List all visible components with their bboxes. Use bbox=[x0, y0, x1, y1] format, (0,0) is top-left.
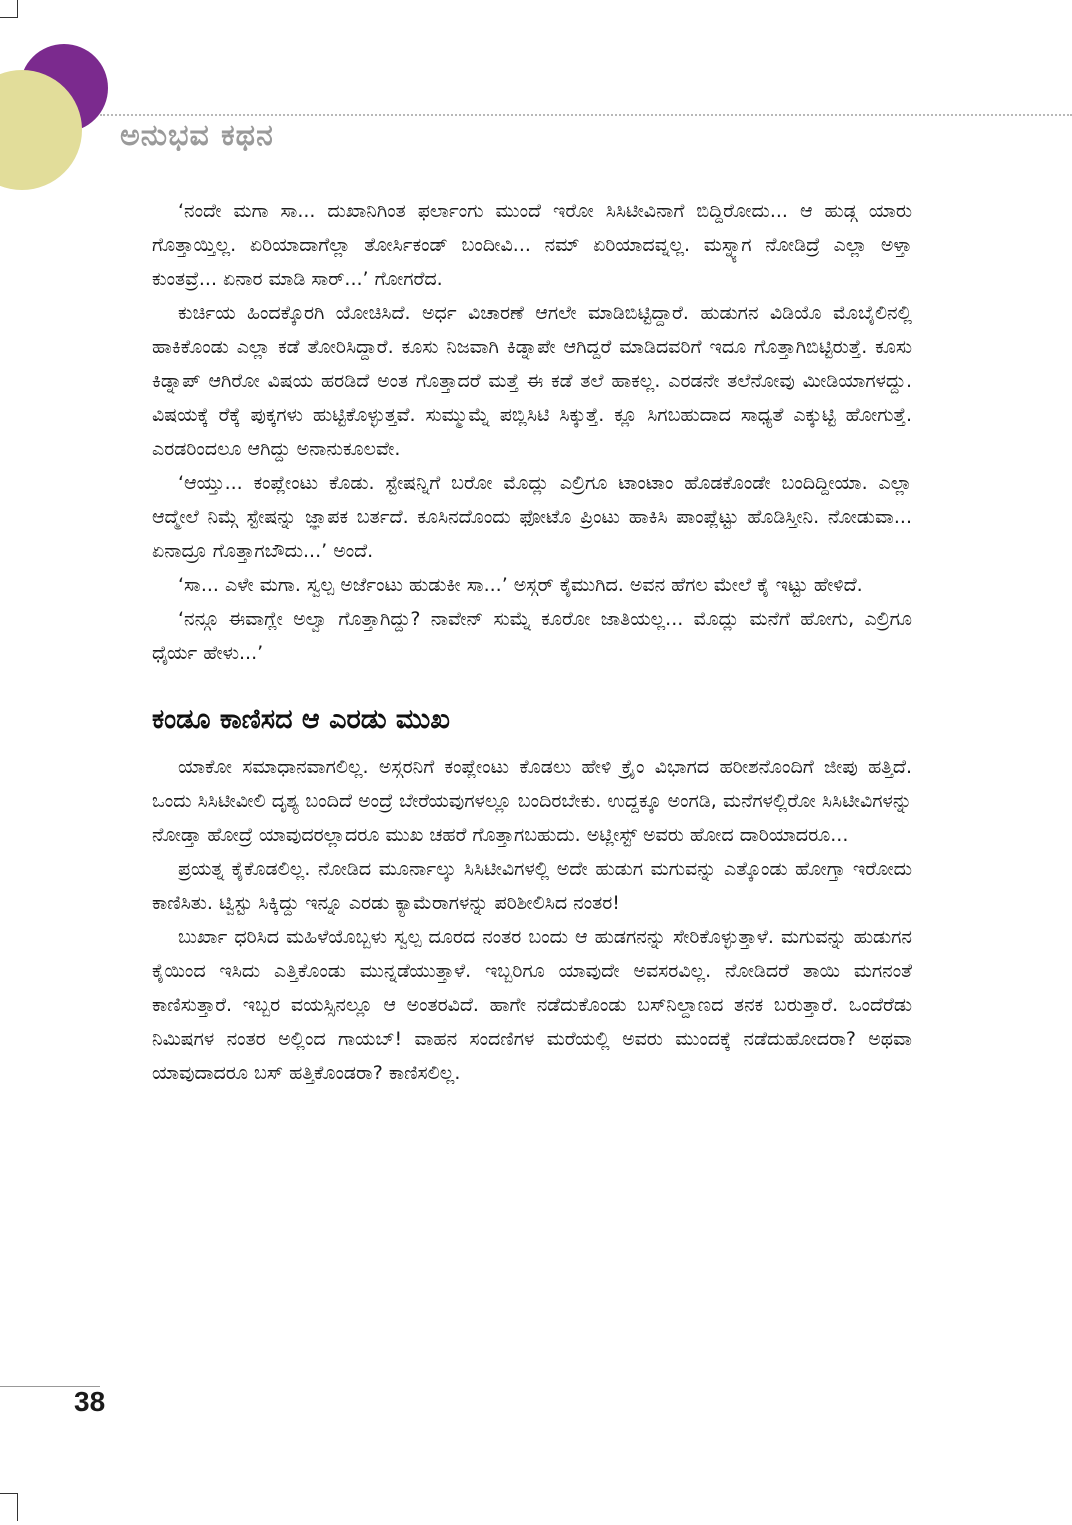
body-paragraph: ಪ್ರಯತ್ನ ಕೈಕೊಡಲಿಲ್ಲ. ನೋಡಿದ ಮೂರ್ನಾಲ್ಕು ಸಿಸಿಟೀವಿಗಳಲ್ಲಿ ಅದೇ ಹುಡುಗ ಮಗುವನ್ನು ಎತ್ಕೊಂಡು ಹೋಗ್ತಾ ಇರೋದು ಕಾಣಿಸಿತು. ಟ್ವಿಸ್ಟು ಸಿಕ್ಕಿದ್ದು ಇನ್ನೂ ಎರಡು ಕ್ಯಾಮೆರಾಗಳನ್ನು ಪರಿಶೀಲಿಸಿದ ನಂತರ! bbox=[152, 858, 912, 914]
crop-mark-bottom bbox=[0, 1493, 18, 1521]
header-dotted-rule bbox=[100, 114, 1072, 116]
body-paragraph: ‘ಆಯ್ತು... ಕಂಪ್ಲೇಂಟು ಕೊಡು. ಸ್ಟೇಷನ್ನಿಗೆ ಬರೋ ಮೊದ್ಲು ಎಲ್ರಿಗೂ ಟಾಂಟಾಂ ಹೊಡಕೊಂಡೇ ಬಂದಿದ್ದೀಯಾ. ಎಲ್ಲಾ ಆದ್ಮೇಲೆ ನಿಮ್ಗೆ ಸ್ಟೇಷನ್ನು ಜ್ಞಾಪಕ ಬರ್ತದೆ. ಕೂಸಿನದೊಂದು ಫೋಟೊ ಪ್ರಿಂಟು ಹಾಕಿಸಿ ಪಾಂಪ್ಲೆಟ್ಟು ಹೊಡಿಸ್ತೀನಿ. ನೋಡುವಾ... ಏನಾದ್ರೂ ಗೊತ್ತಾಗಬೌದು...’ ಅಂದೆ. bbox=[152, 472, 912, 562]
article-body bbox=[152, 194, 912, 1090]
body-paragraph: ‘ನಂದೇ ಮಗಾ ಸಾ... ದುಖಾನಿಗಿಂತ ಫರ್ಲಾಂಗು ಮುಂದೆ ಇರೋ ಸಿಸಿಟೀವಿನಾಗೆ ಬಿದ್ದಿರೋದು... ಆ ಹುಡ್ಗ ಯಾರು ಗೊತ್ತಾಯ್ತಿಲ್ಲ. ಏರಿಯಾದಾಗೆಲ್ಲಾ ತೋರ್ಸಿಕಂಡ್ ಬಂದೀವಿ... ನಮ್ ಏರಿಯಾದವ್ನಲ್ಲ. ಮಸ್ನ್ಯಾಗ ನೋಡಿದ್ರೆ ಎಲ್ಲಾ ಅಳ್ತಾ ಕುಂತವ್ರೆ... ಏನಾರ ಮಾಡಿ ಸಾರ್...’ ಗೋಗರೆದ. bbox=[152, 200, 912, 290]
body-paragraph: ಕುರ್ಚಿಯ ಹಿಂದಕ್ಕೊರಗಿ ಯೋಚಿಸಿದೆ. ಅರ್ಧ ವಿಚಾರಣೆ ಆಗಲೇ ಮಾಡಿಬಿಟ್ಟಿದ್ದಾರೆ. ಹುಡುಗನ ವಿಡಿಯೊ ಮೊಬೈಲಿನಲ್ಲಿ ಹಾಕಿಕೊಂಡು ಎಲ್ಲಾ ಕಡೆ ತೋರಿಸಿದ್ದಾರೆ. ಕೂಸು ನಿಜವಾಗಿ ಕಿಡ್ನಾಪೇ ಆಗಿದ್ದರೆ ಮಾಡಿದವರಿಗೆ ಇದೂ ಗೊತ್ತಾಗಿಬಿಟ್ಟಿರುತ್ತೆ. ಕೂಸು ಕಿಡ್ನಾಪ್ ಆಗಿರೋ ವಿಷಯ ಹರಡಿದೆ ಅಂತ ಗೊತ್ತಾದರೆ ಮತ್ತೆ ಈ ಕಡೆ ತಲೆ ಹಾಕಲ್ಲ. ಎರಡನೇ ತಲೆನೋವು ಮೀಡಿಯಾಗಳದ್ದು. ವಿಷಯಕ್ಕೆ ರೆಕ್ಕೆ ಪುಕ್ಕಗಳು ಹುಟ್ಟಿಕೊಳ್ಳುತ್ತವೆ. ಸುಮ್ಮುಮ್ನೆ ಪಬ್ಲಿಸಿಟಿ ಸಿಕ್ಕುತ್ತೆ. ಕ್ಲೂ ಸಿಗಬಹುದಾದ ಸಾಧ್ಯತೆ ಎಕ್ಕುಟ್ಟಿ ಹೋಗುತ್ತೆ. ಎರಡರಿಂದಲೂ ಆಗಿದ್ದು ಅನಾನುಕೂಲವೇ. bbox=[152, 302, 912, 460]
body-paragraph: ಯಾಕೋ ಸಮಾಧಾನವಾಗಲಿಲ್ಲ. ಅಸ್ಗರನಿಗೆ ಕಂಪ್ಲೇಂಟು ಕೊಡಲು ಹೇಳಿ ಕ್ರೈಂ ವಿಭಾಗದ ಹರೀಶನೊಂದಿಗೆ ಜೀಪು ಹತ್ತಿದೆ. ಒಂದು ಸಿಸಿಟೀವೀಲಿ ದೃಶ್ಯ ಬಂದಿದೆ ಅಂದ್ರೆ ಬೇರೆಯವುಗಳಲ್ಲೂ ಬಂದಿರಬೇಕು. ಉದ್ದಕ್ಕೂ ಅಂಗಡಿ, ಮನೆಗಳಲ್ಲಿರೋ ಸಿಸಿಟೀವಿಗಳನ್ನು ನೋಡ್ತಾ ಹೋದ್ರೆ ಯಾವುದರಲ್ಲಾದರೂ ಮುಖ ಚಹರೆ ಗೊತ್ತಾಗಬಹುದು. ಅಟ್ಲೀಸ್ಟ್ ಅವರು ಹೋದ ದಾರಿಯಾದರೂ... bbox=[152, 756, 912, 846]
body-paragraph: ‘ಸಾ... ಎಳೇ ಮಗಾ. ಸ್ವಲ್ಪ ಅರ್ಜೆಂಟು ಹುಡುಕೀ ಸಾ...’ ಅಸ್ಗರ್ ಕೈಮುಗಿದ. ಅವನ ಹೆಗಲ ಮೇಲೆ ಕೈ ಇಟ್ಟು ಹೇಳಿದೆ. bbox=[178, 574, 863, 596]
body-paragraph: ಬುರ್ಖಾ ಧರಿಸಿದ ಮಹಿಳೆಯೊಬ್ಬಳು ಸ್ವಲ್ಪ ದೂರದ ನಂತರ ಬಂದು ಆ ಹುಡಗನನ್ನು ಸೇರಿಕೊಳ್ಳುತ್ತಾಳೆ. ಮಗುವನ್ನು ಹುಡುಗನ ಕೈಯಿಂದ ಇಸಿದು ಎತ್ತಿಕೊಂಡು ಮುನ್ನಡೆಯುತ್ತಾಳೆ. ಇಬ್ಬರಿಗೂ ಯಾವುದೇ ಅವಸರವಿಲ್ಲ. ನೋಡಿದರೆ ತಾಯಿ ಮಗನಂತೆ ಕಾಣಿಸುತ್ತಾರೆ. ಇಬ್ಬರ ವಯಸ್ಸಿನಲ್ಲೂ ಆ ಅಂತರವಿದೆ. ಹಾಗೇ ನಡೆದುಕೊಂಡು ಬಸ್‌ನಿಲ್ದಾಣದ ತನಕ ಬರುತ್ತಾರೆ. ಒಂದೆರೆಡು ನಿಮಿಷಗಳ ನಂತರ ಅಲ್ಲಿಂದ ಗಾಯಬ್! ವಾಹನ ಸಂದಣಿಗಳ ಮರೆಯಲ್ಲಿ ಅವರು ಮುಂದಕ್ಕೆ ನಡೆದುಹೋದರಾ? ಅಥವಾ ಯಾವುದಾದರೂ ಬಸ್ ಹತ್ತಿಕೊಂಡರಾ? ಕಾಣಿಸಲಿಲ್ಲ. bbox=[152, 926, 912, 1084]
body-paragraph: ‘ನನ್ಗೂ ಈವಾಗ್ಲೇ ಅಲ್ವಾ ಗೊತ್ತಾಗಿದ್ದು? ನಾವೇನ್ ಸುಮ್ನೆ ಕೂರೋ ಜಾತಿಯಲ್ಲ... ಮೊದ್ಲು ಮನೆಗೆ ಹೋಗು, ಎಲ್ರಿಗೂ ಧೈರ್ಯ ಹೇಳು...’ bbox=[152, 608, 912, 664]
page-number: 38 bbox=[74, 1386, 106, 1417]
section-heading: ಕಂಡೂ ಕಾಣಿಸದ ಆ ಎರಡು ಮುಖ bbox=[152, 704, 450, 735]
crop-mark-top bbox=[0, 0, 18, 18]
decorative-circles-graphic bbox=[0, 40, 120, 210]
section-label: ಅನುಭವ ಕಥನ bbox=[120, 118, 274, 153]
